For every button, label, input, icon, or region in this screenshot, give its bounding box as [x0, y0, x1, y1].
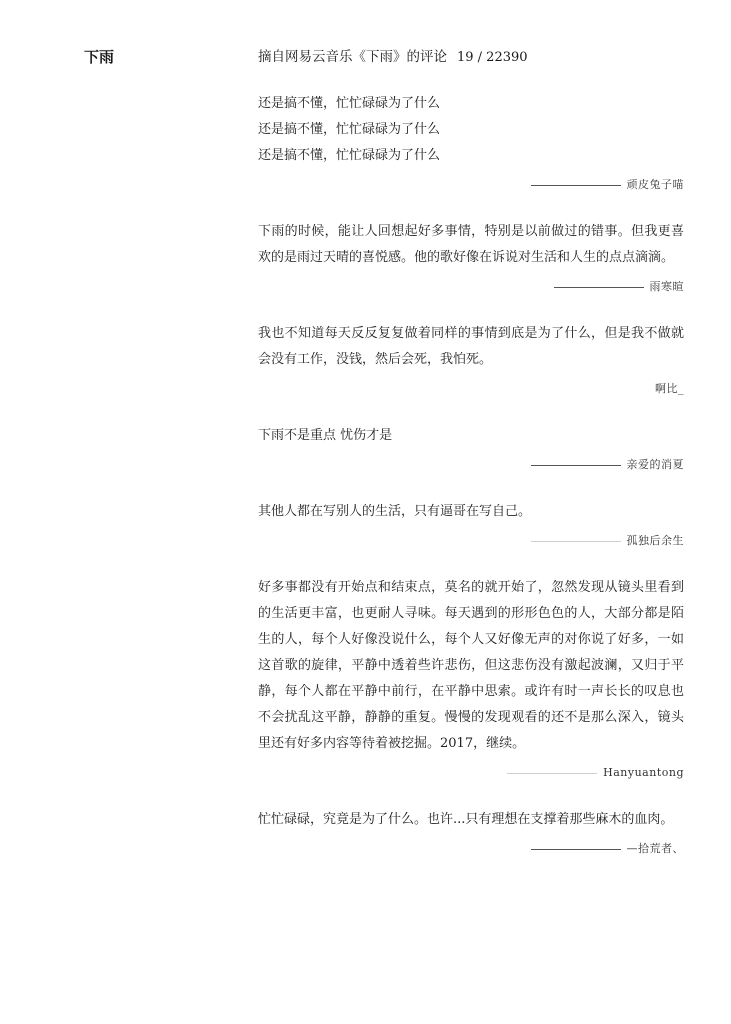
page-header: [258, 46, 684, 69]
author-line: [258, 533, 684, 549]
author-dash: [531, 465, 621, 466]
comment-author: 亲爱的消夏: [626, 458, 684, 471]
comment: [258, 321, 684, 397]
comment: [258, 807, 684, 857]
author-line: [258, 841, 684, 857]
comment-author: 雨寒暄: [649, 280, 684, 293]
comment-text: 下雨不是重点 忧伤才是: [258, 428, 393, 443]
comment-text: 好多事都没有开始点和结束点，莫名的就开始了，忽然发现从镜头里看到的生活更丰富，也更耐人寻味。每天遇到的形形色色的人，大部分都是陌生的人，每个人好像没说什么，每个人又好像无声的对你说了好多，一如这首歌的旋律，平静中透着些许悲伤，但这悲伤没有激起波澜，又归于平静，每个人都在平静中前行，在平静中思索。或许有时一声长长的叹息也不会扰乱这平静，静静的重复。慢慢的发现观看的还不是那么深入，镜头里还有好多内容等待着被挖掘。2017，继续。: [258, 580, 684, 751]
comment-text: 忙忙碌碌，究竟是为了什么。也许...只有理想在支撑着那些麻木的血肉。: [258, 812, 674, 827]
author-dash: [554, 287, 644, 288]
comment: [258, 575, 684, 781]
comment-author: —拾荒者、: [626, 842, 684, 855]
comment-author: 啊比_: [655, 382, 684, 395]
comment: [258, 499, 684, 549]
author-dash: [531, 849, 621, 850]
author-dash: [531, 185, 621, 186]
source-label: 摘自网易云音乐《下雨》的评论: [258, 49, 447, 65]
author-line: [258, 177, 684, 193]
comment-page: [258, 46, 684, 883]
comment-text: 还是搞不懂，忙忙碌碌为了什么 还是搞不懂，忙忙碌碌为了什么 还是搞不懂，忙忙碌碌为了什么: [258, 96, 441, 163]
comment-text: 我也不知道每天反反复复做着同样的事情到底是为了什么，但是我不做就会没有工作，没钱，然后会死，我怕死。: [258, 326, 684, 367]
comment-author: 孤独后余生: [626, 534, 684, 547]
comment: [258, 91, 684, 193]
author-line: [258, 381, 684, 397]
comment-author: Hanyuantong: [603, 766, 684, 779]
comment: [258, 219, 684, 295]
author-dash: [507, 773, 597, 774]
page-count: 19 / 22390: [457, 50, 528, 65]
author-line: [258, 765, 684, 781]
author-line: [258, 279, 684, 295]
comment: [258, 423, 684, 473]
author-dash: [531, 541, 621, 542]
comment-text: 下雨的时候，能让人回想起好多事情，特别是以前做过的错事。但我更喜欢的是雨过天晴的喜悦感。他的歌好像在诉说对生活和人生的点点滴滴。: [258, 224, 684, 265]
comment-author: 顽皮兔子喵: [626, 178, 684, 191]
song-title: 下雨: [84, 48, 115, 66]
comment-text: 其他人都在写别人的生活，只有逼哥在写自己。: [258, 504, 532, 519]
author-line: [258, 457, 684, 473]
